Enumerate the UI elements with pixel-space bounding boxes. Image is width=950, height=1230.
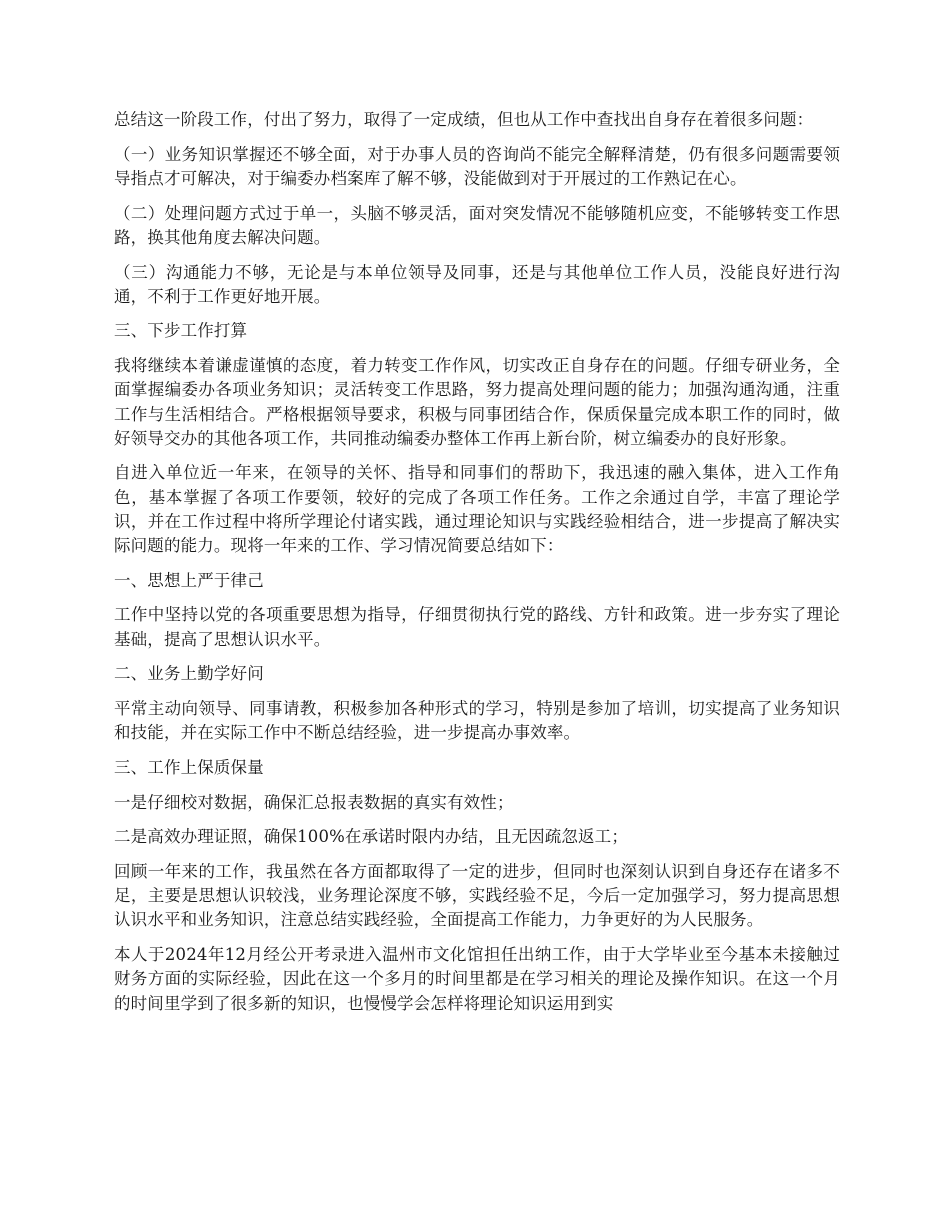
paragraph-problem-1: （一）业务知识掌握还不够全面，对于办事人员的咨询尚不能完全解释清楚，仍有很多问题需要领导指点才可解决，对于编委办档案库了解不够，没能做到对于开展过的工作熟记在心。 <box>114 144 840 188</box>
paragraph-business: 平常主动向领导、同事请教，积极参加各种形式的学习，特别是参加了培训，切实提高了业务知识和技能，并在实际工作中不断总结经验，进一步提高办事效率。 <box>114 699 840 743</box>
paragraph-problem-2: （二）处理问题方式过于单一，头脑不够灵活，面对突发情况不能够随机应变，不能够转变工作思路，换其他角度去解决问题。 <box>114 203 840 247</box>
document-body <box>114 108 840 1026</box>
paragraph-work-item-1: 一是仔细校对数据，确保汇总报表数据的真实有效性； <box>114 792 514 812</box>
paragraph-review: 回顾一年来的工作，我虽然在各方面都取得了一定的进步，但同时也深刻认识到自身还存在诸多不足，主要是思想认识较浅，业务理论深度不够，实践经验不足，今后一定加强学习，努力提高思想认识水平和业务知识，注意总结实践经验，全面提高工作能力，力争更好的为人民服务。 <box>114 862 840 930</box>
paragraph-problems-intro: 总结这一阶段工作，付出了努力，取得了一定成绩，但也从工作中查找出自身存在着很多问题： <box>114 110 814 129</box>
paragraph-thought: 工作中坚持以党的各项重要思想为指导，仔细贯彻执行党的路线、方针和政策。进一步夯实了理论基础，提高了思想认识水平。 <box>114 605 840 649</box>
heading-work-quality: 三、工作上保质保量 <box>114 757 264 777</box>
heading-thought: 一、思想上严于律己 <box>114 570 264 590</box>
paragraph-year-summary-intro: 自进入单位近一年来，在领导的关怀、指导和同事们的帮助下，我迅速的融入集体，进入工作角色，基本掌握了各项工作要领，较好的完成了各项工作任务。工作之余通过自学，丰富了理论学识，并在工作过程中将所学理论付诸实践，通过理论知识与实践经验相结合，进一步提高了解决实际问题的能力。现将一年来的工作、学习情况简要总结如下： <box>114 463 840 556</box>
paragraph-cashier-intro: 本人于2024年12月经公开考录进入温州市文化馆担任出纳工作，由于大学毕业至今基本未接触过财务方面的实际经验，因此在这一个多月的时间里都是在学习相关的理论及操作知识。在这一个月的时间里学到了很多新的知识，也慢慢学会怎样将理论知识运用到实 <box>114 945 840 1013</box>
paragraph-next-plan: 我将继续本着谦虚谨慎的态度，着力转变工作作风，切实改正自身存在的问题。仔细专研业务，全面掌握编委办各项业务知识；灵活转变工作思路，努力提高处理问题的能力；加强沟通沟通，注重工作与生活相结合。严格根据领导要求，积极与同事团结合作，保质保量完成本职工作的同时，做好领导交办的其他各项工作，共同推动编委办整体工作再上新台阶，树立编委办的良好形象。 <box>114 356 840 448</box>
paragraph-problem-3: （三）沟通能力不够，无论是与本单位领导及同事，还是与其他单位工作人员，没能良好进行沟通，不利于工作更好地开展。 <box>114 262 840 306</box>
heading-next-plan: 三、下步工作打算 <box>114 321 248 341</box>
paragraph-work-item-2: 二是高效办理证照，确保100%在承诺时限内办结，且无因疏忽返工； <box>114 827 628 847</box>
heading-business: 二、业务上勤学好问 <box>114 664 264 684</box>
